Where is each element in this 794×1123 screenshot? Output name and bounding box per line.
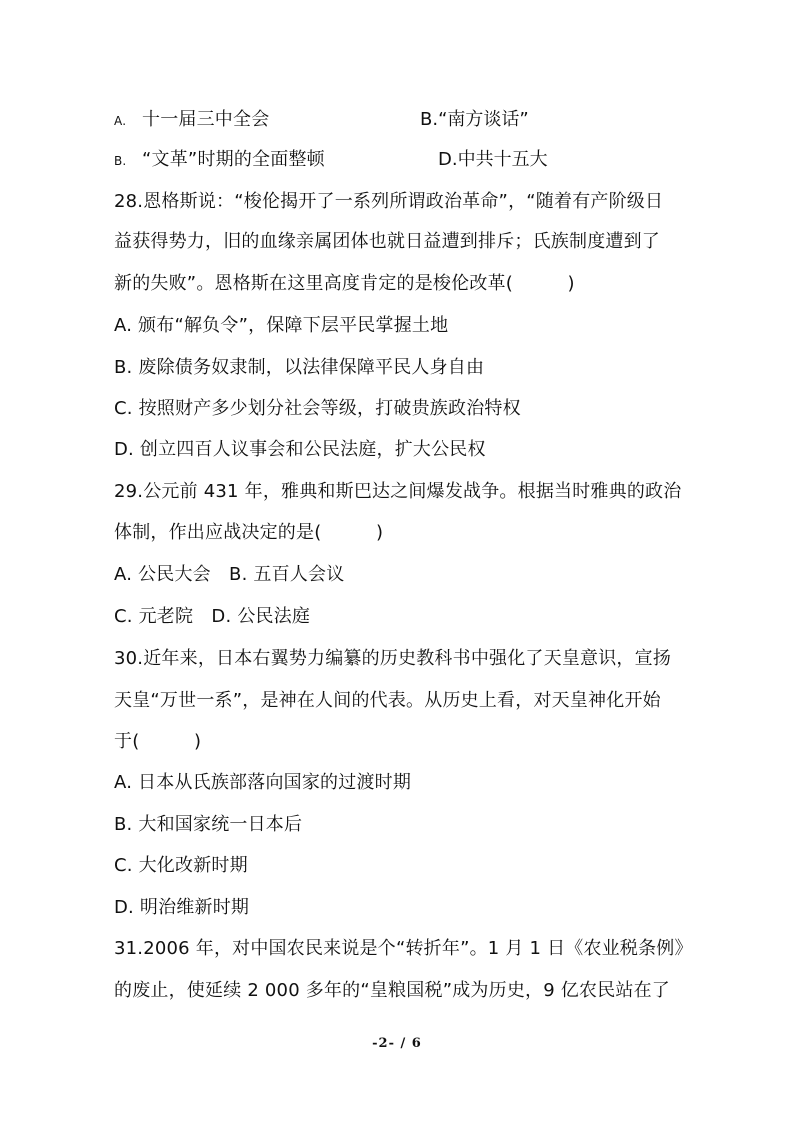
- q31-question-line-2: 的废止，使延续 2 000 多年的“皇粮国税”成为历史，9 亿农民站在了: [114, 980, 670, 1001]
- q27-option-d: D.中共十五大: [438, 149, 548, 170]
- q29-options-ab: A. 公民大会 B. 五百人会议: [114, 564, 345, 585]
- q31-question-line-1: 31.2006 年，对中国农民来说是个“转折年”。1 月 1 日《农业税条例》: [114, 938, 693, 959]
- q29-options-cd: C. 元老院 D. 公民法庭: [114, 606, 311, 627]
- q27-option-c: [114, 148, 325, 173]
- q29-question-line-1: 29.公元前 431 年，雅典和斯巴达之间爆发战争。根据当时雅典的政治: [114, 481, 682, 502]
- q28-question-line-3: 新的失败”。恩格斯在这里高度肯定的是梭伦改革( ): [114, 273, 575, 294]
- q28-question-line-1: 28.恩格斯说：“梭伦揭开了一系列所谓政治革命”，“随着有产阶级日: [114, 191, 664, 212]
- q27-option-b: B.“南方谈话”: [420, 109, 529, 130]
- page-number-footer: -2- / 6: [372, 1036, 422, 1051]
- q29-question-line-2: 体制，作出应战决定的是( ): [114, 522, 384, 543]
- q28-option-d: D. 创立四百人议事会和公民法庭，扩大公民权: [114, 439, 486, 460]
- option-label-b: B.: [114, 154, 127, 168]
- q30-option-c: C. 大化改新时期: [114, 855, 248, 876]
- q28-option-c: C. 按照财产多少划分社会等级，打破贵族政治特权: [114, 398, 521, 419]
- q28-option-a: A. 颁布“解负令”，保障下层平民掌握土地: [114, 315, 449, 336]
- q27-option-a-text: 十一届三中全会: [142, 109, 270, 130]
- q30-question-line-1: 30.近年来，日本右翼势力编纂的历史教科书中强化了天皇意识，宣扬: [114, 648, 672, 669]
- q27-option-c-text: “文革”时期的全面整顿: [142, 149, 325, 170]
- q30-question-line-2: 天皇“万世一系”，是神在人间的代表。从历史上看，对天皇神化开始: [114, 690, 661, 711]
- q28-question-line-2: 益获得势力，旧的血缘亲属团体也就日益遭到排斥；氏族制度遭到了: [114, 231, 660, 252]
- option-label-a: A.: [114, 114, 127, 128]
- q30-option-a: A. 日本从氏族部落向国家的过渡时期: [114, 772, 412, 793]
- q27-option-a: [114, 108, 269, 133]
- q30-option-d: D. 明治维新时期: [114, 897, 250, 918]
- q30-question-line-3: 于( ): [114, 731, 202, 752]
- q30-option-b: B. 大和国家统一日本后: [114, 814, 303, 835]
- q28-option-b: B. 废除债务奴隶制，以法律保障平民人身自由: [114, 357, 485, 378]
